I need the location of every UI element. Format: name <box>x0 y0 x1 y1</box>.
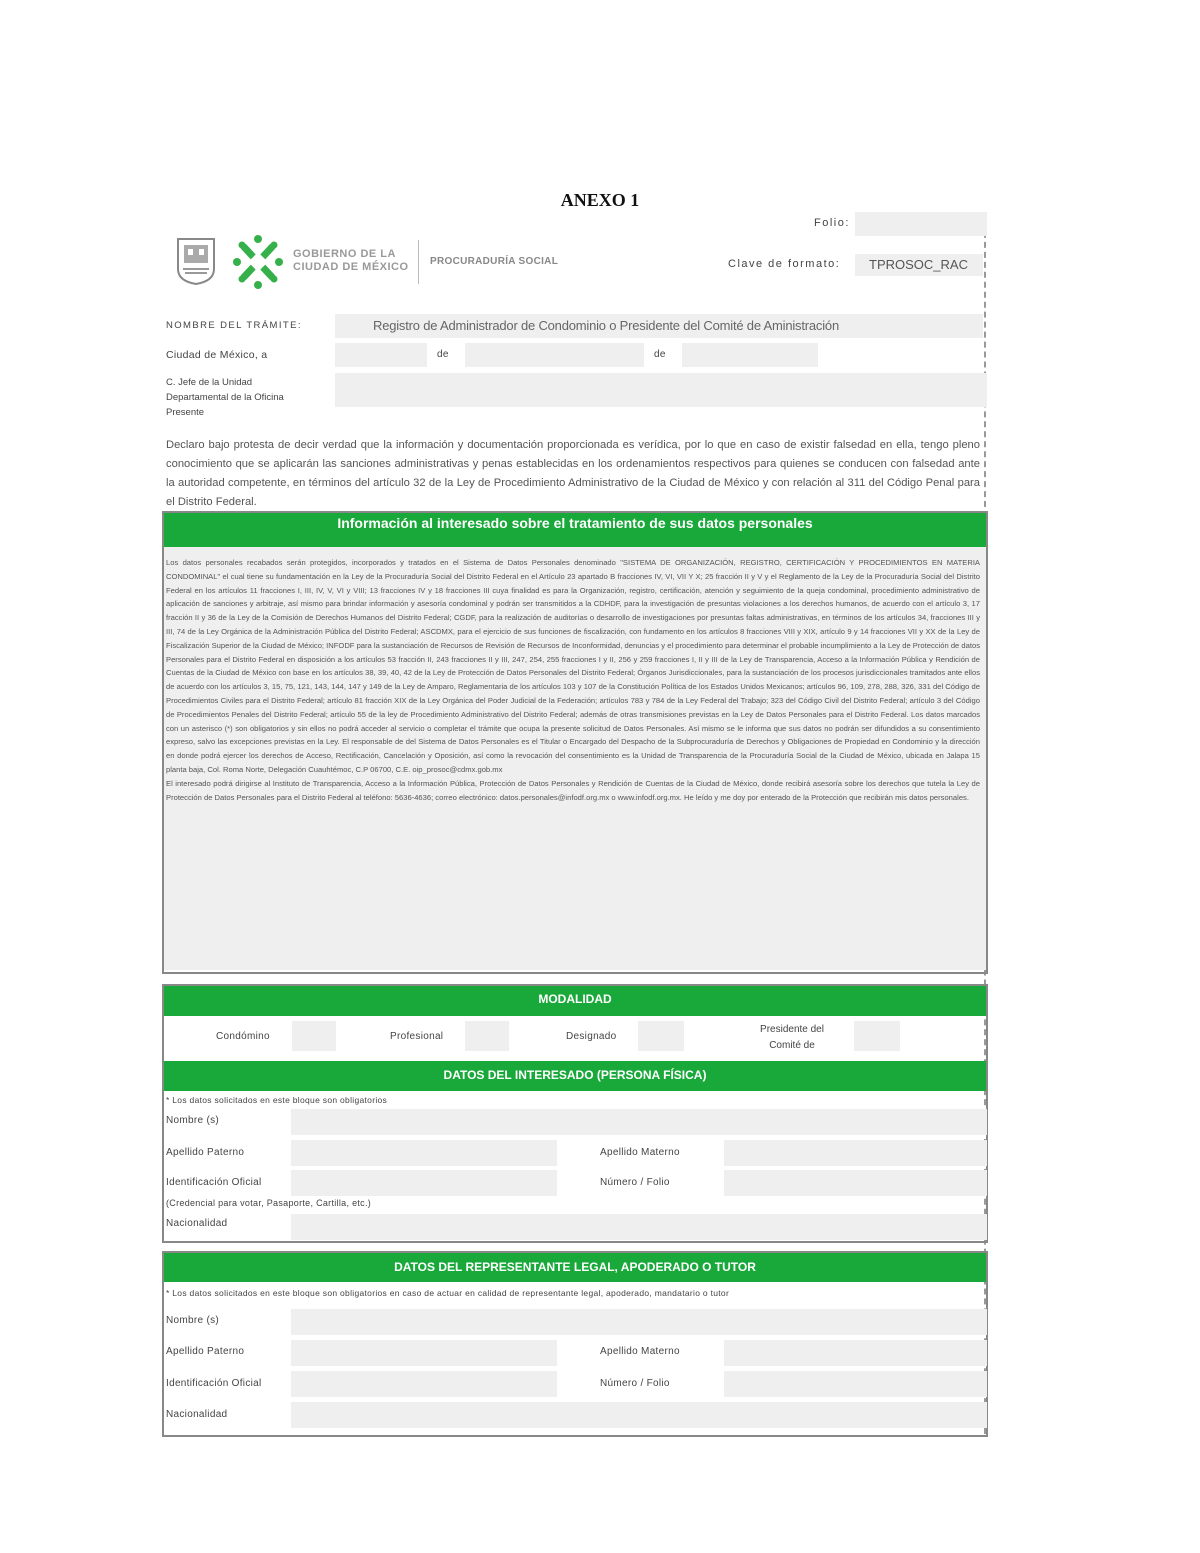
year-input[interactable] <box>682 343 818 367</box>
representante-identificacion-input[interactable] <box>291 1371 557 1397</box>
interesado-identificacion-label: Identificación Oficial <box>166 1177 262 1188</box>
de-label-2: de <box>654 349 666 360</box>
government-name <box>293 248 409 274</box>
representante-title: DATOS DEL REPRESENTANTE LEGAL, APODERADO O TUTOR <box>164 1253 986 1282</box>
logo-divider <box>418 240 419 284</box>
privacy-paragraph-1: Los datos personales recabados serán protegidos, incorporados y tratados en el Sistema de Datos Personales denominado "SISTEMA DE ORGANIZACIÓN, REGISTRO, CERTIFICACIÓN Y PROCEDIMIENTOS EN MATERIA CONDOMINAL" el cual tiene su fundamentación en la Ley de la Procuraduría Social del Distrito Federal en el Artículo 23 apartado B fracciones IV, VI, VII Y X; 25 fracción II y V y el Reglamento de la Ley de la Procuraduría Social del Distrito Federal en los artículos 11 fracciones I, III, IV, V, VI y VIII; 13 fracciones IV y 18 fracciones III cuya finalidad es para la Organización, registro, certificación, atención y seguimiento de la queja condominal, procedimiento administrativo de aplicación de sanciones y arbitraje, así mismo para brindar información y asesoría condominal y podrán ser transmitidos a la CDHDF, para la investigación de presuntas violaciones a los derechos humanos, de acuerdo con el artículo 3, 17 fracción II y 36 de la Ley de la Comisión de Derechos Humanos del Distrito Federal; CGDF, para la realización de auditorías o desarrollo de investigaciones por presuntas faltas administrativas, en términos de los artículos 34, fracciones III y III, 74 de la Ley Orgánica de la Administración Pública del Distrito Federal; ASCDMX, para el ejercicio de sus funciones de fiscalización, con fundamento en los artículos 8 fracciones VIII y XIX, artículo 9 y 14 fracciones VII y XX de la Ley de Fiscalización Superior de la Ciudad de México; INFODF para la sustanciación de Recursos de Revisión de Recursos de Inconformidad, denuncias y el procedimiento para determinar el probable incumplimiento a la Ley de Protección de datos Personales para el Distrito Federal en disposición a los artículos 53 fracción II, 243 fracciones II y III, 247, 254, 255 fracciones I y II, 256 y 259 fracciones I, II y III de la Ley de Transparencia, Acceso a la Información Pública y Rendición de Cuentas de la Ciudad de México con base en los artículos 38, 39, 40, 42 de la Ley de Protección de Datos Personales del Distrito Federal; Órganos Jurisdiccionales, para la sustanciación de los procesos jurisdiccionales tramitados ante ellos de acuerdo con los artículos 3, 15, 75, 121, 143, 144, 147 y 149 de la Ley de Amparo, Reglamentaria de los artículos 103 y 107 de la Constitución Política de los Estados Unidos Mexicanos; artículos 96, 109, 278, 288, 326, 331 del Código de Procedimientos Civiles para el Distrito Federal; artículo 81 fracción XIX de la Ley Orgánica del Poder Judicial de la Federación; artículos 783 y 784 de la Ley Federal del Trabajo; 323 del Código Civil del Distrito Federal; artículo 3 del Código de Procedimientos Penales del Distrito Federal; artículo 55 de la ley de Procedimiento Administrativo del Distrito Federal; además de otras transmisiones previstas en la Ley de Datos Personales para el Distrito Federal. Los datos marcados con un asterisco (*) son obligatorios y sin ellos no podrá acceder al servicio o completar el trámite que ocupa la presente solicitud de Datos Personales. Así mismo se le informa que sus datos no podrán ser difundidos a su consentimiento expreso, salvo las excepciones previstas en la Ley. El responsable de del Sistema de Datos Personales es el Titular o Encargado del Despacho de la Subprocuraduría de Derechos y Obligaciones de Propiedad en Condominio y la dirección en donde podrá ejercer los derechos de Acceso, Rectificación, Cancelación y Oposición, así como la revocación del consentimiento es la Unidad de Transparencia de la Procuraduría Social de la Ciudad de México, ubicada en Jalapa 15 planta baja, Col. Roma Norte, Delegación Cuauhtémoc, C.P 06700, C.E. oip_prosoc@cdmx.gob.mx <box>166 558 980 774</box>
addressee-line-2: Departamental de la Oficina <box>166 392 284 403</box>
folio-input[interactable] <box>855 212 987 236</box>
interesado-paterno-input[interactable] <box>291 1140 557 1166</box>
representante-nacionalidad-input[interactable] <box>291 1402 987 1428</box>
representante-materno-label: Apellido Materno <box>600 1346 680 1357</box>
agency-name: PROCURADURÍA SOCIAL <box>430 256 559 267</box>
interesado-nombre-input[interactable] <box>291 1109 987 1135</box>
government-line-2: CIUDAD DE MÉXICO <box>293 261 409 273</box>
addressee-line-1: C. Jefe de la Unidad <box>166 377 253 388</box>
interesado-materno-input[interactable] <box>724 1140 987 1166</box>
interesado-credencial-note: (Credencial para votar, Pasaporte, Cartilla, etc.) <box>166 1198 372 1208</box>
modalidad-presidente-checkbox[interactable] <box>854 1021 900 1051</box>
interesado-nacionalidad-label: Nacionalidad <box>166 1218 228 1229</box>
interesado-nombre-label: Nombre (s) <box>166 1115 220 1126</box>
declaration-text: Declaro bajo protesta de decir verdad que la información y documentación proporcionada es verídica, por lo que en caso de existir falsedad en ella, tengo pleno conocimiento que se aplicarán las sanciones administrativas y penas establecidas en los ordenamientos respectivos para quienes se conducen con falsedad ante la autoridad competente, en términos del artículo 32 de la Ley de Procedimiento Administrativo de la Ciudad de México y con relación al 311 del Código Penal para el Distrito Federal. <box>166 439 980 508</box>
de-label-1: de <box>437 349 449 360</box>
clave-field <box>855 254 983 276</box>
representante-paterno-input[interactable] <box>291 1340 557 1366</box>
representante-nacionalidad-label: Nacionalidad <box>166 1409 228 1420</box>
city-seal-icon <box>175 235 217 285</box>
modalidad-presidente-line-2: Comité de <box>769 1040 815 1051</box>
modalidad-designado-label: Designado <box>566 1031 617 1042</box>
interesado-folio-input[interactable] <box>724 1170 987 1196</box>
modalidad-presidente-line-1: Presidente del <box>760 1024 824 1035</box>
clave-label: Clave de formato: <box>728 258 841 270</box>
representante-nombre-label: Nombre (s) <box>166 1315 220 1326</box>
tramite-label: NOMBRE DEL TRÁMITE: <box>166 320 302 331</box>
folio-label: Folio: <box>814 217 850 229</box>
government-line-1: GOBIERNO DE LA <box>293 248 396 260</box>
month-input[interactable] <box>465 343 644 367</box>
day-input[interactable] <box>335 343 427 367</box>
representante-folio-input[interactable] <box>724 1371 987 1397</box>
privacy-text <box>166 556 980 804</box>
interesado-nacionalidad-input[interactable] <box>291 1214 987 1240</box>
interesado-paterno-label: Apellido Paterno <box>166 1147 245 1158</box>
interesado-identificacion-input[interactable] <box>291 1170 557 1196</box>
tramite-value: Registro de Administrador de Condominio o Presidente del Comité de Aministración <box>373 318 839 333</box>
representante-paterno-label: Apellido Paterno <box>166 1346 245 1357</box>
privacy-paragraph-2: El interesado podrá dirigirse al Instituto de Transparencia, Acceso a la Información Pública, Protección de Datos Personales y Rendición de Cuentas de la Ciudad de México, donde recibirá asesoría sobre los derechos que tutela la Ley de Protección de Datos Personales para el Distrito Federal al teléfono: 5636-4636; correo electrónico: datos.personales@infodf.org.mx o www.infodf.org.mx. He leído y me doy por enterado de la Protección que recibirán mis datos personales. <box>166 778 980 802</box>
city-date-label: Ciudad de México, a <box>166 349 268 361</box>
modalidad-presidente-label <box>742 1022 842 1054</box>
representante-nombre-input[interactable] <box>291 1309 987 1335</box>
interesado-title: DATOS DEL INTERESADO (PERSONA FÍSICA) <box>164 1061 986 1091</box>
clave-value: TPROSOC_RAC <box>869 257 968 272</box>
modalidad-title: MODALIDAD <box>164 986 986 1016</box>
modalidad-profesional-label: Profesional <box>390 1031 444 1042</box>
tramite-field <box>335 314 983 338</box>
interesado-materno-label: Apellido Materno <box>600 1147 680 1158</box>
interesado-folio-label: Número / Folio <box>600 1177 670 1188</box>
modalidad-condomino-label: Condómino <box>216 1031 270 1042</box>
privacy-title: Información al interesado sobre el tratamiento de sus datos personales <box>164 513 986 547</box>
interesado-note: * Los datos solicitados en este bloque son obligatorios <box>166 1095 388 1105</box>
annex-title: ANEXO 1 <box>560 190 640 210</box>
representante-note: * Los datos solicitados en este bloque son obligatorios en caso de actuar en calidad de representante legal, apoderado, mandatario o tutor <box>166 1288 730 1298</box>
modalidad-condomino-checkbox[interactable] <box>292 1021 336 1051</box>
representante-materno-input[interactable] <box>724 1340 987 1366</box>
representante-identificacion-label: Identificación Oficial <box>166 1378 262 1389</box>
addressee-line-3: Presente <box>166 407 205 418</box>
modalidad-designado-checkbox[interactable] <box>638 1021 684 1051</box>
modalidad-profesional-checkbox[interactable] <box>465 1021 509 1051</box>
addressee-block <box>166 375 284 420</box>
addressee-input[interactable] <box>335 373 987 407</box>
representante-folio-label: Número / Folio <box>600 1378 670 1389</box>
cdmx-logo-icon <box>232 233 284 291</box>
